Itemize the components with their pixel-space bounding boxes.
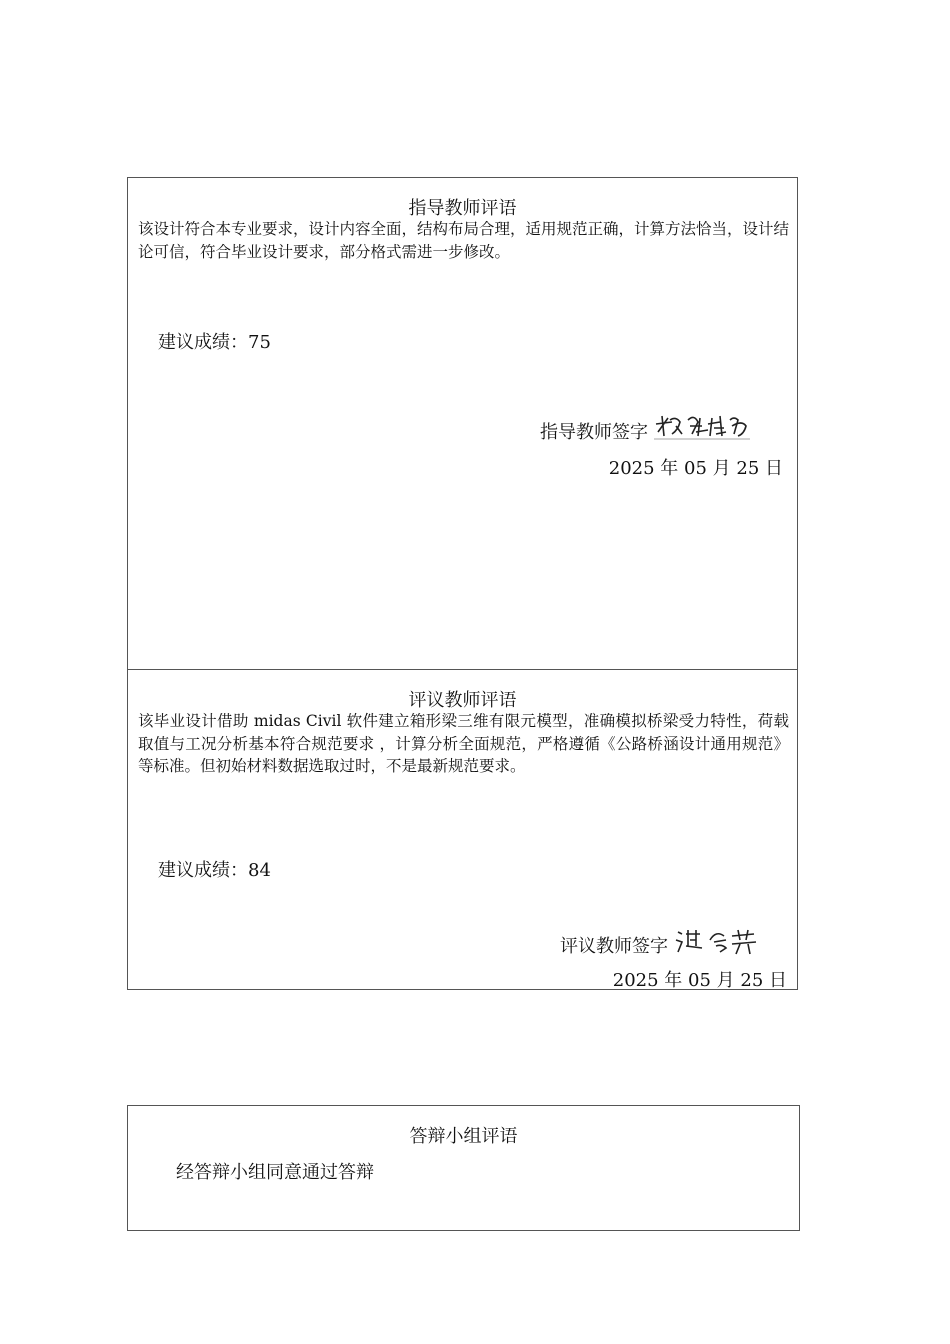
reviewer-handwritten-signature	[674, 926, 760, 956]
reviewer-comment-section	[127, 669, 798, 990]
reviewer-signature-line	[560, 926, 760, 958]
defense-section-title: 答辩小组评语	[409, 1126, 518, 1147]
reviewer-grade: 建议成绩：84	[158, 860, 271, 881]
advisor-signature-line	[540, 412, 752, 444]
advisor-section-title: 指导教师评语	[408, 198, 517, 219]
reviewer-signature-label: 评议教师签字	[560, 936, 668, 957]
advisor-signature-label: 指导教师签字	[540, 422, 648, 443]
advisor-grade: 建议成绩：75	[158, 332, 271, 353]
reviewer-section-title: 评议教师评语	[408, 690, 517, 711]
advisor-handwritten-signature	[654, 412, 752, 442]
defense-comment-text: 经答辩小组同意通过答辩	[176, 1162, 374, 1183]
reviewer-date: 2025 年 05 月 25 日	[612, 970, 787, 991]
defense-comment-section	[127, 1105, 800, 1231]
advisor-comment-section	[127, 177, 798, 670]
advisor-date: 2025 年 05 月 25 日	[608, 458, 783, 479]
advisor-comment-text: 该设计符合本专业要求，设计内容全面，结构布局合理，适用规范正确，计算方法恰当，设计结论可信，符合毕业设计要求，部分格式需进一步修改。	[138, 220, 790, 261]
reviewer-comment-text: 该毕业设计借助 midas Civil 软件建立箱形梁三维有限元模型，准确模拟桥梁受力特性，荷载取值与工况分析基本符合规范要求 ，计算分析全面规范，严格遵循《公路桥涵设计通用规范》等标准。但初始材料数据选取过时，不是最新规范要求。	[138, 712, 789, 775]
